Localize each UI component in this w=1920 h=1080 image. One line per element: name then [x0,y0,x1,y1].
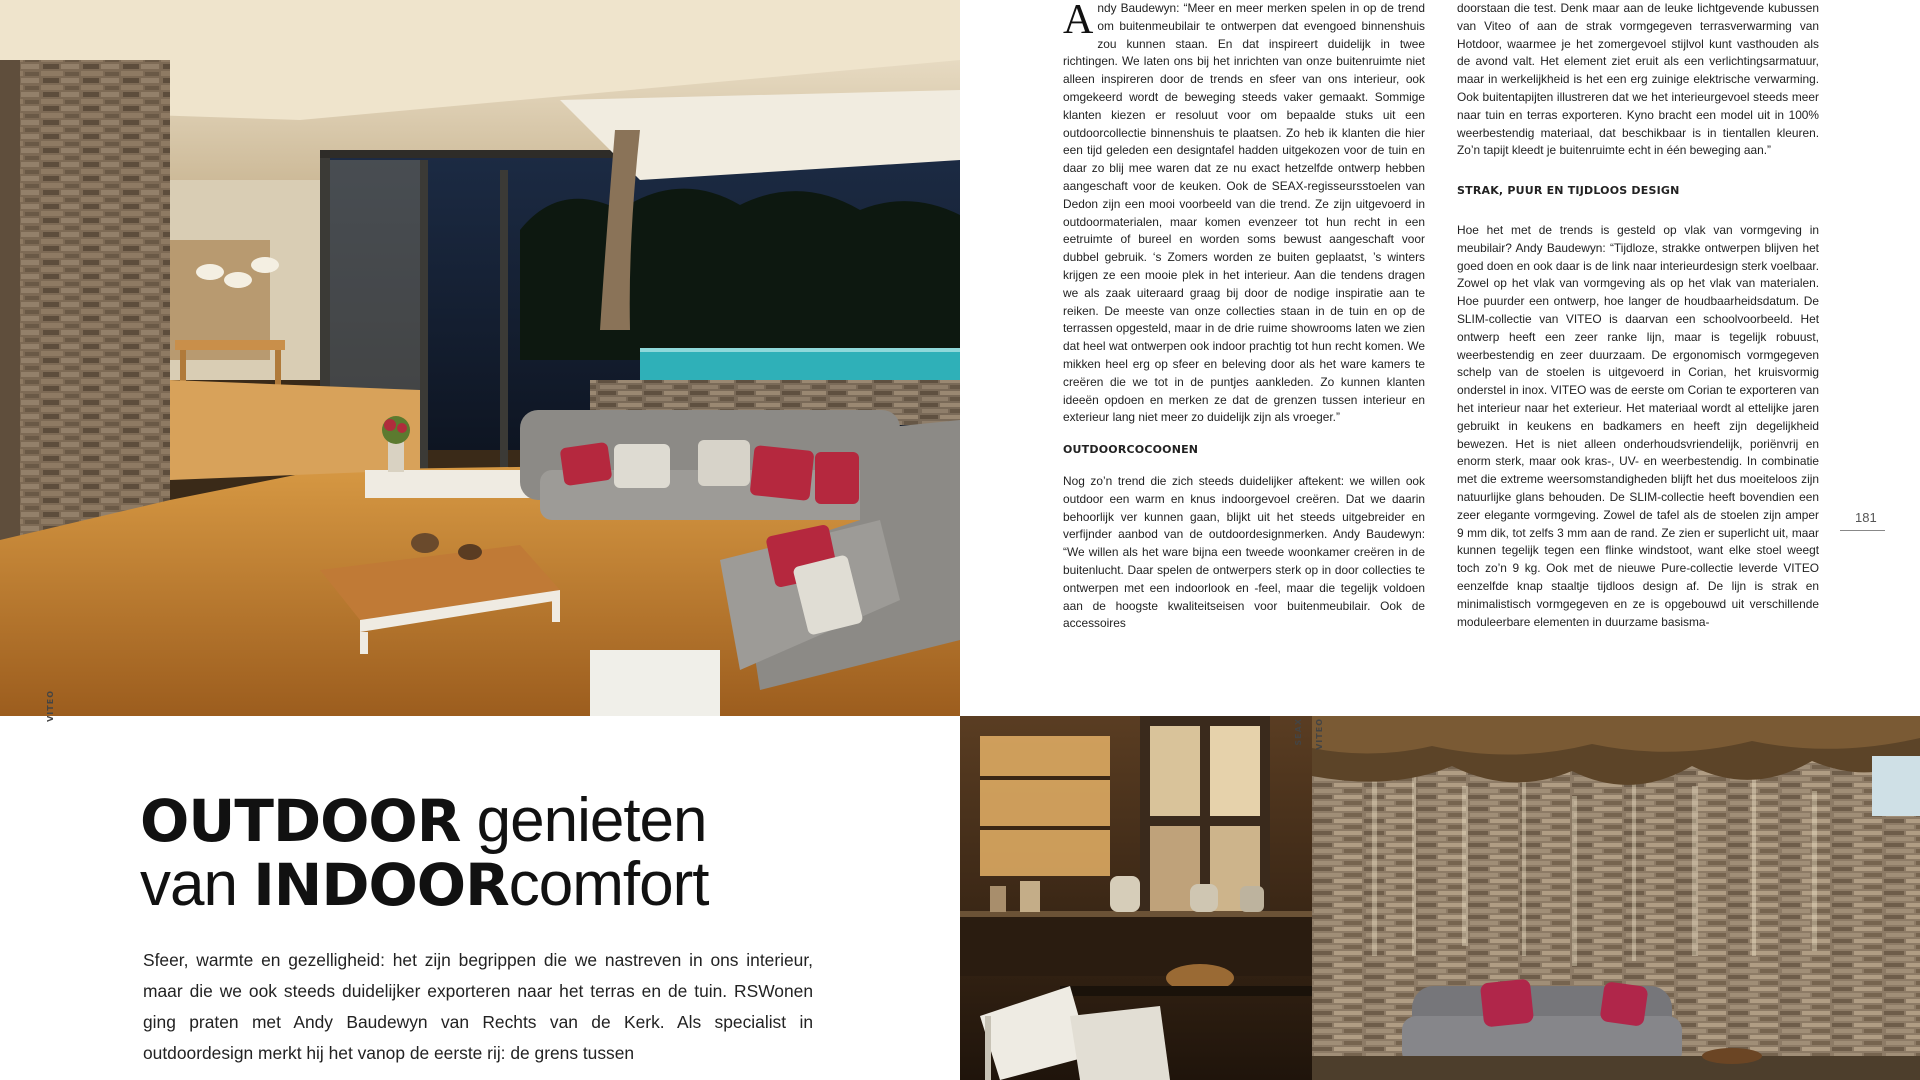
section-heading-strak-puur: STRAK, PUUR EN TIJDLOOS DESIGN [1457,184,1680,198]
headline-word-genieten: genieten [476,786,707,855]
photo-credit-bottom-right: VITEO [1315,718,1324,750]
text-column-2 [1457,0,1819,631]
headline-word-van: van [140,850,237,919]
drop-cap: A [1063,0,1094,43]
headline-line-2 [140,850,840,919]
page-number-rule [1840,530,1885,531]
text-column-1 [1063,0,1425,633]
main-photo [0,0,960,716]
headline-word-indoor: INDOOR [253,851,509,919]
article-intro: Sfeer, warmte en gezelligheid: het zijn begrippen die we nastreven in ons interieur, maar die we ook steeds duidelijker exporteren naar het terras en de tuin. RSWonen ging praten met Andy Baudewyn van Rechts van de Kerk. Als specialist in outdoordesign merkt hij het vanop de eerste rij: de grens tussen [143,950,813,1063]
bottom-right-photo [1312,716,1920,1080]
column1-paragraph-1: ndy Baudewyn: “Meer en meer merken spelen in op de trend om buitenmeubilair te ontwerpen dat evengoed binnenshuis zou kunnen staan. En dat inspireert duidelijk in twee richtingen. We laten ons bij het inrichten van onze buitenruimte niet alleen inspireren door de trends en sfeer van ons interieur, ook omgekeerd wordt de beweging steeds vaker gemaakt. Sommige klanten kiezen er resoluut voor om bepaalde stuks uit een outdoorcollectie binnenshuis te plaatsen. Zo heb ik klanten die hier een tijd geleden een designtafel hadden uitgekozen voor de tuin en daar zo blij mee waren dat ze nu exact hetzelfde ontwerp hebben aangeschaft voor de keuken. Ook de SEAX-regisseursstoelen van Dedon zijn een mooi voorbeeld van die trend. Ze zijn uitgevoerd in outdoormaterialen, maar komen evenzeer tot hun recht in een eetruimte of bureel en worden soms bewust aangeschaft voor dubbel gebruik. ‘s Zomers worden ze buiten geplaatst, ’s winters krijgen ze een mooie plek in het interieur. Aan die tendens dragen we als zaak uiteraard graag bij door de nodige inspiratie aan te reiken. De meeste van onze collecties staan in de tuin en op de terrassen opgesteld, maar in de drie ruime showrooms laten we zien dat heel wat ontwerpen ook indoor prachtig tot hun recht komen. We mikken heel erg op sfeer en beleving door als het ware kamers te creëren die we tot in de puntjes aankleden. Zo kunnen klanten ideeën opdoen en merken ze dat de grenzen tussen interieur en exterieur lang niet meer zo duidelijk zijn als vroeger.” [1063,1,1425,425]
headline-word-comfort: comfort [508,850,709,919]
bottom-left-photo [960,716,1312,1080]
column2-paragraph-1: doorstaan die test. Denk maar aan de leuke lichtgevende kubussen van Viteo of aan de strak vormgegeven terrasverwarming van Hotdoor, waarmee je het zomergevoel stijlvol kunt vasthouden als de avond valt. Het element ziet eruit als een verlichtingsarmatuur, maar in werkelijkheid is het een erg zuinige elektrische verwarming. Ook buitentapijten illustreren dat we het interieurgevoel steeds meer naar tuin en terras exporteren. Kyno bracht een model uit in 100% weerbestendig materiaal, dat beschikbaar is in tientallen kleuren. Zo’n tapijt kleedt je buitenruimte echt in één beweging aan.” [1457,1,1819,158]
section-heading-outdoorcocoonen: OUTDOORCOCOONEN [1063,443,1199,457]
column2-paragraph-2: Hoe het met de trends is gesteld op vlak van vormgeving in meubilair? Andy Baudewyn: “Tijdloze, strakke ontwerpen blijven het goed doen en ook daar is de link naar interieurdesign sterk voelbaar. Zowel op het vlak van vormgeving als op het vlak van materialen. Hoe puurder een ontwerp, hoe langer de houdbaarheidsdatum. De SLIM-collectie van VITEO is daarvan een schoolvoorbeeld. Het ontwerp heeft een zeer ranke lijn, maar is tegelijk robuust, weerbestendig en zeer duurzaam. De ergonomisch vormgegeven schelp van de stoelen is uitgevoerd in Corian, het kruisvormig onderstel in inox. VITEO was de eerste om Corian te exporteren van het interieur naar het exterieur. Het materiaal wordt al ettelijke jaren gebruikt in keukens en badkamers en heeft zijn degelijkheid bewezen. Het is niet alleen onderhoudsvriendelijk, poriënvrij en enorm sterk, maar ook kras-, UV- en weerbestendig. In combinatie met die extreme weersomstandigheden blijft het dus moeiteloos zijn natuurlijke glans behouden. De SLIM-collectie heeft bovendien een zeer elegante vormgeving. Zowel de tafel als de stoelen zijn amper 9 mm dik, tot zelfs 3 mm aan de rand. Ze zien er superlicht uit, maar kunnen tegelijk tegen een flinke windstoot, want elke stoel weegt toch zo’n 9 kg. Ook met de nieuwe Pure-collectie leverde VITEO eenzelfde knap staaltje tijdloos design af. De lijn is strak en minimalistisch vormgegeven en ze is opgebouwd uit verschillende moduleerbare elementen in duurzame basisma- [1457,222,1819,629]
photo-credit-main: VITEO [46,690,55,722]
headline-word-outdoor: OUTDOOR [140,787,461,855]
photo-credit-bottom-left: SEAX [1294,718,1303,746]
column1-paragraph-2: Nog zo’n trend die zich steeds duidelijker aftekent: we willen ook outdoor een warm en knus indoorgevoel creëren. Dat we daarin behoorlijk ver kunnen gaan, blijkt uit het steeds uitgebreider en verfijnder aanbod van de outdoordesignmerken. Andy Baudewyn: “We willen als het ware bijna een tweede woonkamer creëren in de buitenlucht. Daar spelen de ontwerpers sterk op in door collecties te ontwerpen met een indoorlook en -feel, maar die tegelijk voldoen aan de hoogste kwaliteitseisen voor buitenmeubilair. Ook de accessoires [1063,473,1425,631]
article-headline [140,786,840,919]
headline-line-1 [140,786,840,855]
page-number: 181 [1855,510,1877,525]
